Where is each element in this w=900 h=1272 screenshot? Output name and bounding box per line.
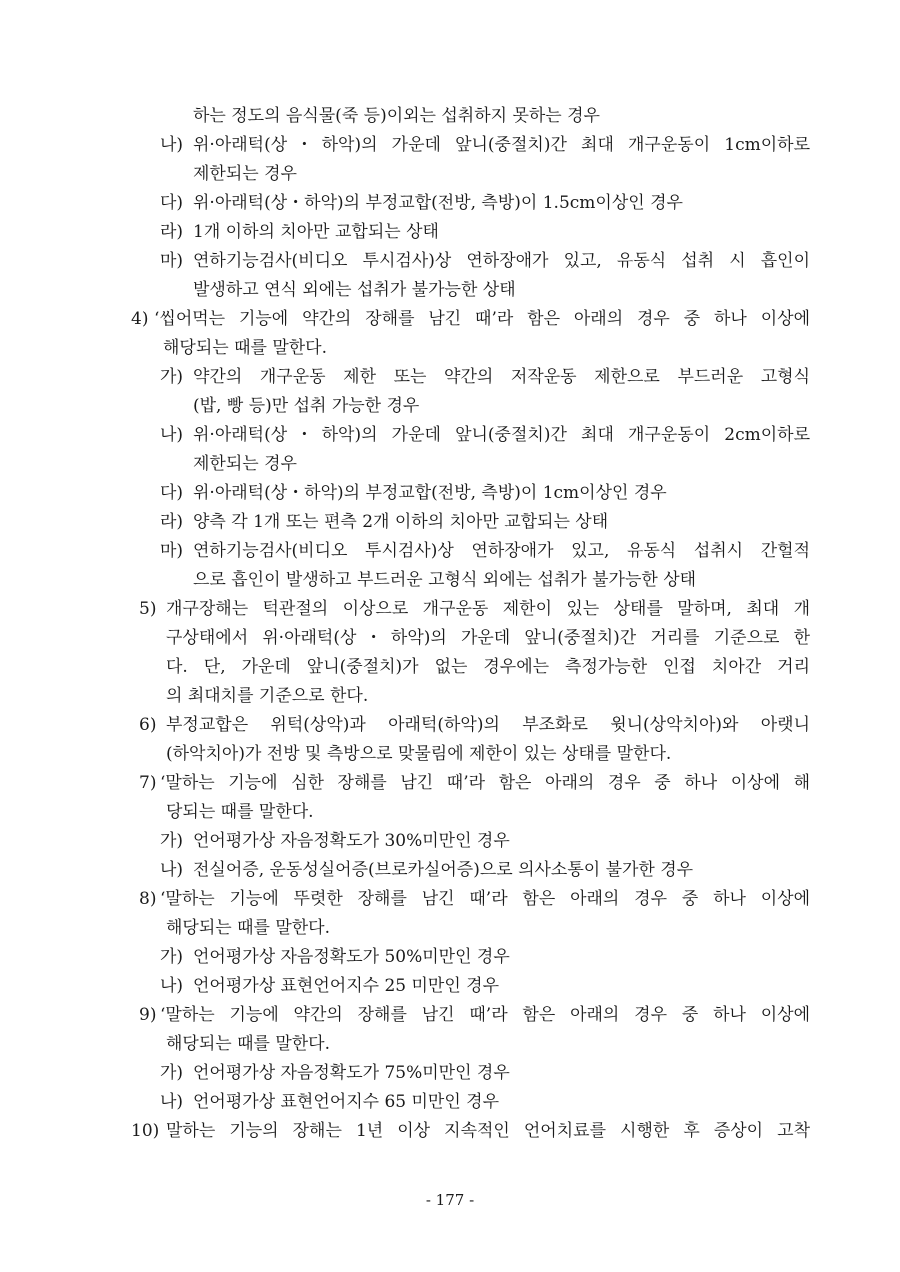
item-label: 4) [131,309,149,329]
item-label: 5) [139,599,157,619]
item-label: 마) [160,541,184,561]
text-line: 해당되는 때를 말한다. [166,1034,331,1054]
item-label: 나) [160,135,184,155]
item-label: 7) [139,773,157,793]
item-label: 가) [160,831,184,851]
item-label: 6) [139,715,157,735]
text-line: 해당되는 때를 말한다. [166,918,331,938]
text-line: 당되는 때를 말한다. [166,802,314,822]
text-line: 해당되는 때를 말한다. [163,338,328,358]
text-line: ‘말하는 기능에 뚜렷한 장해를 남긴 때’라 함은 아래의 경우 중 하나 이상에 [160,889,810,909]
item-label: 마) [160,251,184,271]
item-label: 다) [160,193,184,213]
item-label: 라) [160,512,184,532]
text-line: (밥, 빵 등)만 섭취 가능한 경우 [193,396,420,416]
text-line: 하는 정도의 음식물(죽 등)이외는 섭취하지 못하는 경우 [193,106,600,126]
text-line: 언어평가상 표현언어지수 65 미만인 경우 [193,1092,499,1112]
item-label: 8) [139,889,157,909]
text-line: 발생하고 연식 외에는 섭취가 불가능한 상태 [193,280,516,300]
text-line: 개구장해는 턱관절의 이상으로 개구운동 제한이 있는 상태를 말하며, 최대 개 [166,599,810,619]
item-label: 10) [131,1121,160,1141]
text-line: (하악치아)가 전방 및 측방으로 맞물림에 제한이 있는 상태를 말한다. [166,744,672,764]
text-line: ‘말하는 기능에 심한 장해를 남긴 때’라 함은 아래의 경우 중 하나 이상에 해 [160,773,810,793]
text-line: 약간의 개구운동 제한 또는 약간의 저작운동 제한으로 부드러운 고형식 [193,367,810,387]
text-line: 양측 각 1개 또는 편측 2개 이하의 치아만 교합되는 상태 [193,512,609,532]
text-line: 의 최대치를 기준으로 한다. [166,686,369,706]
text-line: 제한되는 경우 [193,454,297,474]
item-label: 가) [160,947,184,967]
text-line: 위·아래턱(상・하악)의 가운데 앞니(중절치)간 최대 개구운동이 1cm이하로 [193,135,810,155]
text-line: 연하기능검사(비디오 투시검사)상 연하장애가 있고, 유동식 섭취시 간헐적 [193,541,810,561]
text-line: 위·아래턱(상・하악)의 부정교합(전방, 측방)이 1.5cm이상인 경우 [193,193,683,213]
text-line: 다. 단, 가운데 앞니(중절치)가 없는 경우에는 측정가능한 인접 치아간 거리 [166,657,810,677]
text-line: 으로 흡인이 발생하고 부드러운 고형식 외에는 섭취가 불가능한 상태 [193,570,697,590]
text-line: 제한되는 경우 [193,164,297,184]
text-line: 연하기능검사(비디오 투시검사)상 연하장애가 있고, 유동식 섭취 시 흡인이 [193,251,810,271]
item-label: 9) [139,1005,157,1025]
text-line: 1개 이하의 치아만 교합되는 상태 [193,222,439,242]
text-line: ‘씹어먹는 기능에 약간의 장해를 남긴 때’라 함은 아래의 경우 중 하나 이상에 [154,309,810,329]
text-line: 전실어증, 운동성실어증(브로카실어증)으로 의사소통이 불가한 경우 [193,860,694,880]
item-label: 라) [160,222,184,242]
text-line: 구상태에서 위·아래턱(상・하악)의 가운데 앞니(중절치)간 거리를 기준으로 한 [166,628,810,648]
item-label: 가) [160,1063,184,1083]
text-line: 위·아래턱(상・하악)의 가운데 앞니(중절치)간 최대 개구운동이 2cm이하로 [193,425,810,445]
text-line: 언어평가상 자음정확도가 75%미만인 경우 [193,1063,510,1083]
text-line: 언어평가상 표현언어지수 25 미만인 경우 [193,976,499,996]
item-label: 나) [160,860,184,880]
text-line: 부정교합은 위턱(상악)과 아래턱(하악)의 부조화로 윗니(상악치아)와 아랫니 [166,715,810,735]
item-label: 나) [160,1092,184,1112]
page-number: - 177 - [425,1191,475,1209]
item-label: 나) [160,976,184,996]
text-line: 위·아래턱(상・하악)의 부정교합(전방, 측방)이 1cm이상인 경우 [193,483,667,503]
text-line: ‘말하는 기능에 약간의 장해를 남긴 때’라 함은 아래의 경우 중 하나 이상에 [160,1005,810,1025]
item-label: 나) [160,425,184,445]
text-line: 언어평가상 자음정확도가 30%미만인 경우 [193,831,510,851]
text-line: 언어평가상 자음정확도가 50%미만인 경우 [193,947,510,967]
item-label: 가) [160,367,184,387]
item-label: 다) [160,483,184,503]
text-line: 말하는 기능의 장해는 1년 이상 지속적인 언어치료를 시행한 후 증상이 고착 [166,1121,810,1141]
